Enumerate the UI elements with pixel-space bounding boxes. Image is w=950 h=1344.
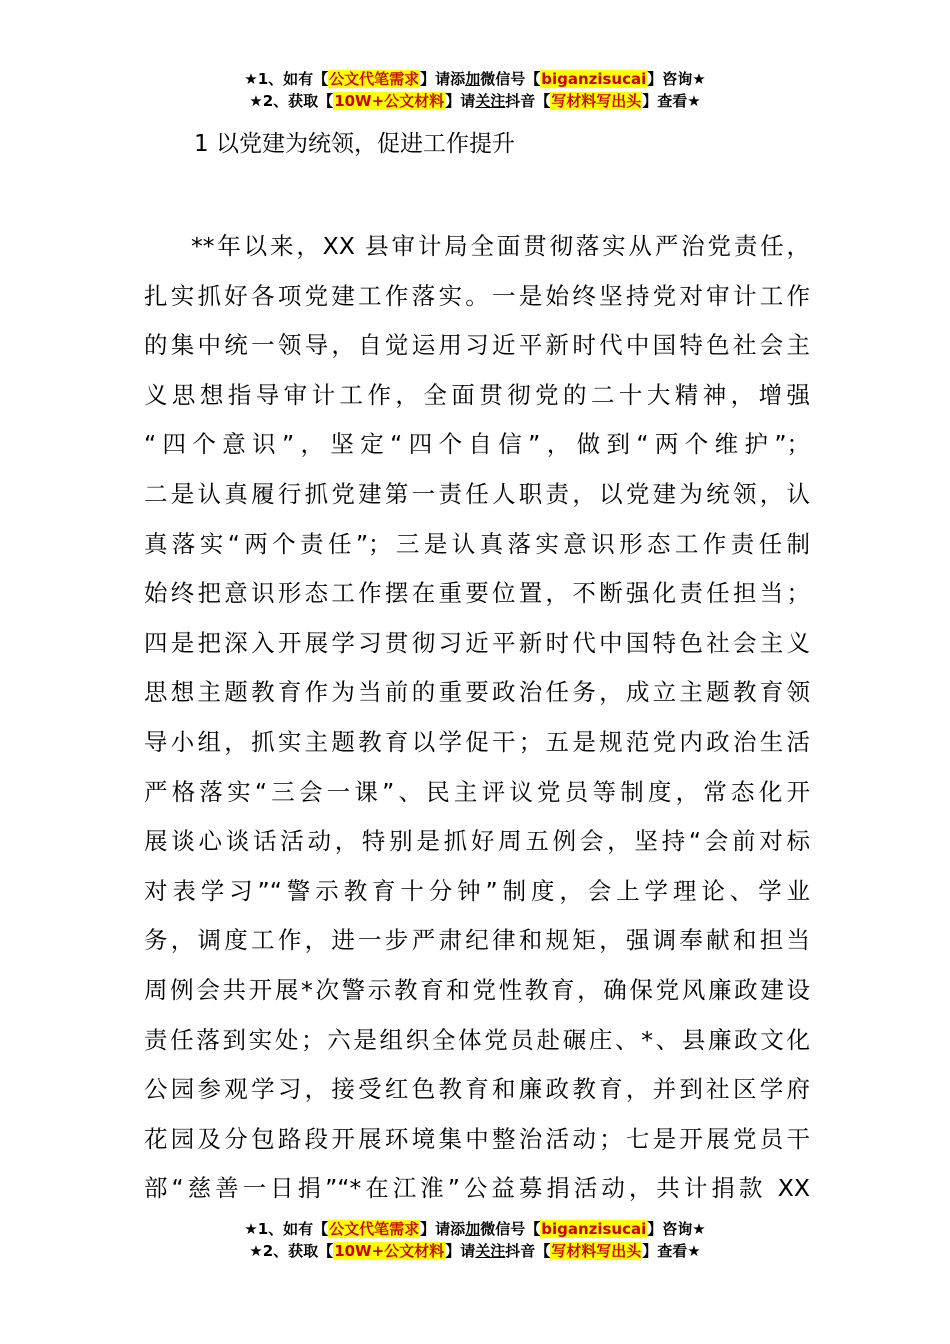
body-line: **年以来，XX 县审计局全面贯彻落实从严治党责任，: [191, 232, 810, 260]
body-line: 对表学习”“警示教育十分钟”制度，会上学理论、学业: [144, 876, 810, 905]
highlight-materials: 10W+公文材料: [334, 1242, 445, 1260]
body-line: 务，调度工作，进一步严肃纪律和规矩，强调奉献和担当: [144, 926, 810, 955]
highlight-service: 公文代笔需求: [329, 70, 420, 88]
body-line: 部“慈善一日捐”“*在江淮”公益募捐活动，共计捐款 XX: [144, 1174, 810, 1203]
highlight-materials: 10W+公文材料: [334, 92, 445, 110]
highlight-wechat-id: biganzisucai: [541, 1220, 647, 1238]
body-line: 四是把深入开展学习贯彻习近平新时代中国特色社会主义: [144, 628, 810, 657]
body-line: 周例会共开展*次警示教育和党性教育，确保党风廉政建设: [144, 975, 810, 1004]
body-line: 责任落到实处；六是组织全体党员赴碾庄、*、县廉政文化: [144, 1025, 810, 1054]
body-line: 义思想指导审计工作，全面贯彻党的二十大精神，增强: [144, 380, 810, 409]
promo-banner-bottom: [0, 1218, 950, 1262]
body-line: 思想主题教育作为当前的重要政治任务，成立主题教育领: [144, 678, 810, 707]
body-line: 始终把意识形态工作摆在重要位置，不断强化责任担当；: [144, 579, 810, 608]
promo-line-douyin: ★2、获取【10W+公文材料】请关注抖音【写材料写出头】查看★: [249, 92, 701, 110]
body-line: 公园参观学习，接受红色教育和廉政教育，并到社区学府: [144, 1075, 810, 1104]
body-line: “四个意识”，坚定“四个自信”，做到“两个维护”；: [144, 430, 810, 459]
body-line: 展谈心谈话活动，特别是抓好周五例会，坚持“会前对标: [144, 827, 810, 856]
section-heading: 1 以党建为统领，促进工作提升: [194, 131, 515, 157]
body-line: 真落实“两个责任”；三是认真落实意识形态工作责任制: [144, 529, 810, 558]
body-paragraph: [144, 222, 810, 1214]
body-line: 的集中统一领导，自觉运用习近平新时代中国特色社会主: [144, 331, 810, 360]
promo-banner-top: [0, 68, 950, 112]
body-line: 扎实抓好各项党建工作落实。一是始终坚持党对审计工作: [144, 281, 810, 310]
highlight-service: 公文代笔需求: [329, 1220, 420, 1238]
body-line: 导小组，抓实主题教育以学促干；五是规范党内政治生活: [144, 727, 810, 756]
highlight-wechat-id: biganzisucai: [541, 70, 647, 88]
highlight-douyin-account: 写材料写出头: [551, 92, 642, 110]
body-line: 严格落实“三会一课”、民主评议党员等制度，常态化开: [144, 777, 810, 806]
body-line: 二是认真履行抓党建第一责任人职责，以党建为统领，认: [144, 479, 810, 508]
body-line: 花园及分包路段开展环境集中整治活动；七是开展党员干: [144, 1124, 810, 1153]
highlight-douyin-account: 写材料写出头: [551, 1242, 642, 1260]
promo-line-wechat: ★1、如有【公文代笔需求】请添加微信号【biganzisucai】咨询★: [244, 70, 706, 88]
promo-line-wechat: ★1、如有【公文代笔需求】请添加微信号【biganzisucai】咨询★: [244, 1220, 706, 1238]
promo-line-douyin: ★2、获取【10W+公文材料】请关注抖音【写材料写出头】查看★: [249, 1242, 701, 1260]
